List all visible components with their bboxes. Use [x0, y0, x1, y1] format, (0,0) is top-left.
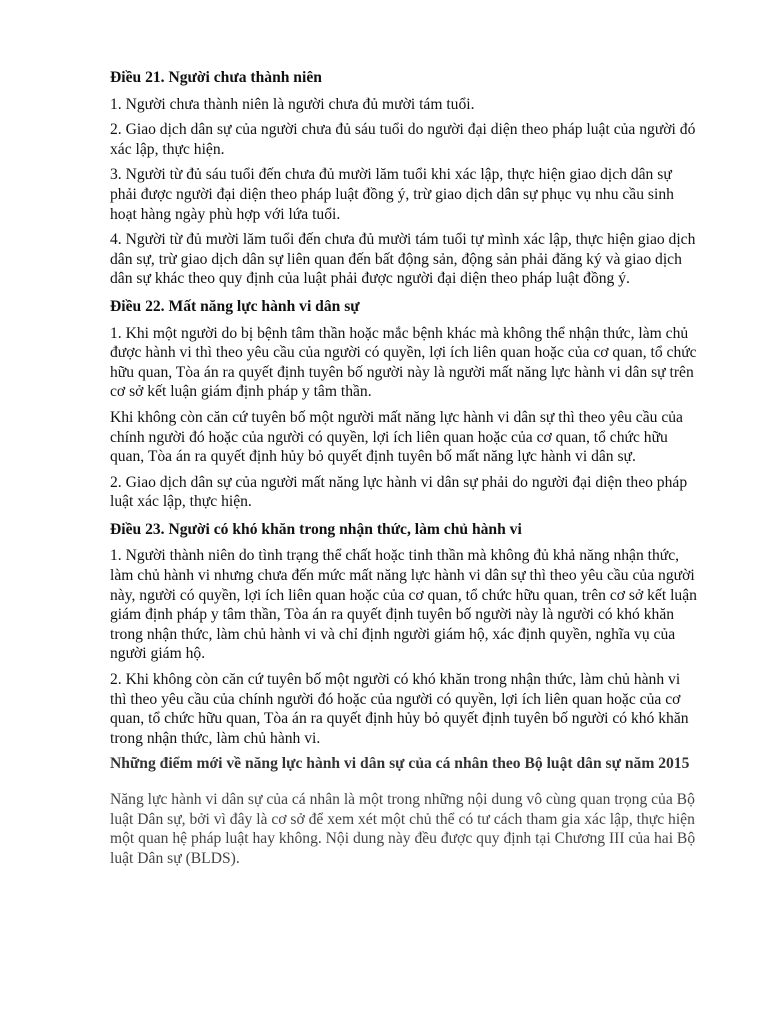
article-22-paragraph-1: 1. Khi một người do bị bệnh tâm thần hoặc mắc bệnh khác mà không thể nhận thức, làm chủ được hành vi thì theo yêu cầu của người có quyền, lợi ích liên quan hoặc của cơ quan, tổ chức hữu quan, Tòa án ra quyết định tuyên bố người này là người mất năng lực hành vi dân sự trên cơ sở kết luận giám định pháp y tâm thần.: [110, 324, 697, 401]
closing-section-paragraph: Năng lực hành vi dân sự của cá nhân là một trong những nội dung vô cùng quan trọng của Bộ luật Dân sự, bởi vì đây là cơ sở để xem xét một chủ thể có tư cách tham gia xác lập, thực hiện một quan hệ pháp luật hay không. Nội dung này đều được quy định tại Chương III của hai Bộ luật Dân sự (BLDS).: [110, 791, 696, 867]
closing-section-title: Những điểm mới về năng lực hành vi dân sự của cá nhân theo Bộ luật dân sự năm 2015: [110, 755, 690, 773]
article-23-paragraph-2: 2. Khi không còn căn cứ tuyên bố một người có khó khăn trong nhận thức, làm chủ hành vi thì theo yêu cầu của chính người đó hoặc của người có quyền, lợi ích liên quan hoặc của cơ quan, tổ chức hữu quan, Tòa án ra quyết định hủy bỏ quyết định tuyên bố người có khó khăn trong nhận thức, làm chủ hành vi.: [110, 671, 689, 747]
article-22-paragraph-2: Khi không còn căn cứ tuyên bố một người mất năng lực hành vi dân sự thì theo yêu cầu của chính người đó hoặc của người có quyền, lợi ích liên quan hoặc của cơ quan, tổ chức hữu quan, Tòa án ra quyết định hủy bỏ quyết định tuyên bố mất năng lực hành vi dân sự.: [110, 408, 683, 466]
article-23-paragraph-1: 1. Người thành niên do tình trạng thể chất hoặc tinh thần mà không đủ khả năng nhận thức, làm chủ hành vi nhưng chưa đến mức mất năng lực hành vi dân sự thì theo yêu cầu của người này, người có quyền, lợi ích liên quan hoặc của cơ quan, tổ chức hữu quan, trên cơ sở kết luận giám định pháp y tâm thần, Tòa án ra quyết định tuyên bố người này là người có khó khăn trong nhận thức, làm chủ hành vi và chỉ định người giám hộ, xác định quyền, nghĩa vụ của người giám hộ.: [110, 547, 697, 663]
article-21-paragraph-3: 3. Người từ đủ sáu tuổi đến chưa đủ mười lăm tuổi khi xác lập, thực hiện giao dịch dân sự phải được người đại diện theo pháp luật đồng ý, trừ giao dịch dân sự phục vụ nhu cầu sinh hoạt hàng ngày phù hợp với lứa tuổi.: [110, 166, 674, 223]
article-22-paragraph-3: 2. Giao dịch dân sự của người mất năng lực hành vi dân sự phải do người đại diện theo pháp luật xác lập, thực hiện.: [110, 473, 688, 511]
document-page: [110, 66, 700, 868]
article-21-paragraph-2: 2. Giao dịch dân sự của người chưa đủ sáu tuổi do người đại diện theo pháp luật của người đó xác lập, thực hiện.: [110, 121, 696, 158]
article-21-paragraph-4: 4. Người từ đủ mười lăm tuổi đến chưa đủ mười tám tuổi tự mình xác lập, thực hiện giao dịch dân sự, trừ giao dịch dân sự liên quan đến bất động sản, động sản phải đăng ký và giao dịch dân sự khác theo quy định của luật phải được người đại diện theo pháp luật đồng ý.: [110, 231, 696, 288]
article-21-paragraph-1: 1. Người chưa thành niên là người chưa đủ mười tám tuổi.: [110, 95, 475, 113]
article-21-title: Điều 21. Người chưa thành niên: [110, 69, 322, 86]
article-22-title: Điều 22. Mất năng lực hành vi dân sự: [110, 297, 360, 315]
article-23-title: Điều 23. Người có khó khăn trong nhận thức, làm chủ hành vi: [110, 520, 522, 538]
